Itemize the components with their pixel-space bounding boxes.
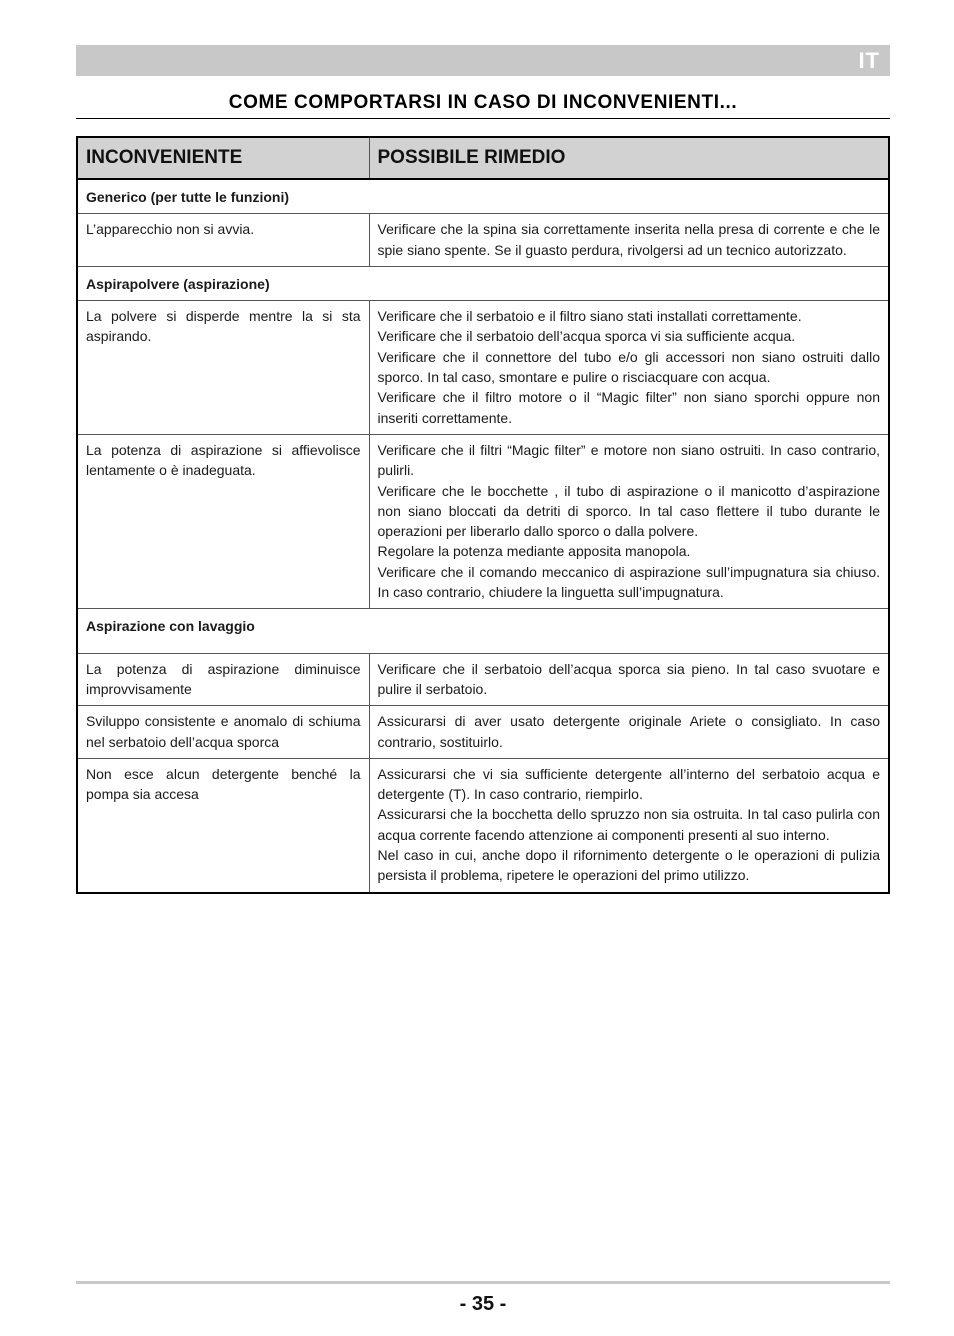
remedy-cell [369, 214, 889, 267]
language-bar [76, 45, 890, 76]
remedy-line: Verificare che il serbatoio dell’acqua sporca vi sia sufficiente acqua. [377, 328, 796, 345]
remedy-line: Nel caso in cui, anche dopo il rifornimento detergente o le operazioni di pulizia persista il problema, ripetere le operazioni del primo utilizzo. [377, 847, 880, 884]
group-row [77, 609, 889, 653]
table-row [77, 434, 889, 608]
group-row [77, 266, 889, 300]
table-row [77, 706, 889, 759]
table-row [77, 301, 889, 435]
problem-cell: Non esce alcun detergente benché la pompa sia accesa [77, 758, 369, 892]
table-body [77, 179, 889, 893]
remedy-line: Verificare che il serbatoio e il filtro siano stati installati correttamente. [377, 308, 802, 325]
footer-divider [76, 1281, 890, 1284]
remedy-line: Verificare che il connettore del tubo e/o gli accessori non siano ostruiti dallo sporco. In tal caso, smontare e pulire o risciacquare con acqua. [377, 348, 880, 386]
remedy-line: Verificare che il serbatoio dell’acqua sporca sia pieno. In tal caso svuotare e pulire il serbatoio. [377, 660, 880, 697]
remedy-line: Assicurarsi che la bocchetta dello spruzzo non sia ostruita. In tal caso pulirla con acqua corrente facendo attenzione ai componenti presenti al suo interno. [377, 806, 880, 843]
table-row [77, 214, 889, 267]
remedy-line: Verificare che le bocchette , il tubo di aspirazione o il manicotto d’aspirazione non siano bloccati da detriti di sporco. In tal caso flettere il tubo durante le operazioni per liberarlo dallo sporco o dalla polvere. [377, 482, 880, 540]
remedy-cell [369, 653, 889, 706]
remedy-line: Assicurarsi di aver usato detergente originale Ariete o consigliato. In caso contrario, sostituirlo. [377, 713, 880, 750]
language-code: IT [858, 48, 880, 73]
remedy-cell [369, 434, 889, 608]
group-title: Aspirazione con lavaggio [77, 609, 889, 653]
problem-cell: La potenza di aspirazione si affievolisce lentamente o è inadeguata. [77, 434, 369, 608]
remedy-line: Regolare la potenza mediante apposita manopola. [377, 543, 691, 560]
remedy-line: Verificare che la spina sia correttamente inserita nella presa di corrente e che le spie siano spente. Se il guasto perdura, rivolgersi ad un tecnico autorizzato. [377, 221, 880, 258]
table-row [77, 758, 889, 892]
problem-cell: La potenza di aspirazione diminuisce improvvisamente [77, 653, 369, 706]
troubleshooting-table [76, 136, 890, 894]
remedy-cell [369, 758, 889, 892]
group-row [77, 179, 889, 214]
remedy-line: Verificare che il filtri “Magic filter” e motore non siano ostruiti. In caso contrario, pulirli. [377, 441, 880, 479]
table-header-row [77, 137, 889, 179]
problem-cell: L’apparecchio non si avvia. [77, 214, 369, 267]
group-title: Generico (per tutte le funzioni) [77, 179, 889, 214]
remedy-cell [369, 706, 889, 759]
title-divider [76, 118, 890, 119]
remedy-line: Assicurarsi che vi sia sufficiente detergente all’interno del serbatoio acqua e detergente (T). In caso contrario, riempirlo. [377, 765, 880, 803]
remedy-line: Verificare che il comando meccanico di aspirazione sull’impugnatura sia chiuso. In caso contrario, chiudere la linguetta sull’impugnatura. [377, 563, 880, 601]
remedy-cell [369, 301, 889, 435]
problem-cell: Sviluppo consistente e anomalo di schiuma nel serbatoio dell’acqua sporca [77, 706, 369, 759]
column-header-problem: INCONVENIENTE [77, 137, 369, 179]
table-row [77, 653, 889, 706]
group-title: Aspirapolvere (aspirazione) [77, 266, 889, 300]
problem-cell: La polvere si disperde mentre la si sta aspirando. [77, 301, 369, 435]
column-header-remedy: POSSIBILE RIMEDIO [369, 137, 889, 179]
page-number: - 35 - [459, 1293, 507, 1315]
section-title: COME COMPORTARSI IN CASO DI INCONVENIENTI... [228, 92, 738, 113]
remedy-line: Verificare che il filtro motore o il “Magic filter” non siano sporchi oppure non inseriti correttamente. [377, 389, 880, 426]
